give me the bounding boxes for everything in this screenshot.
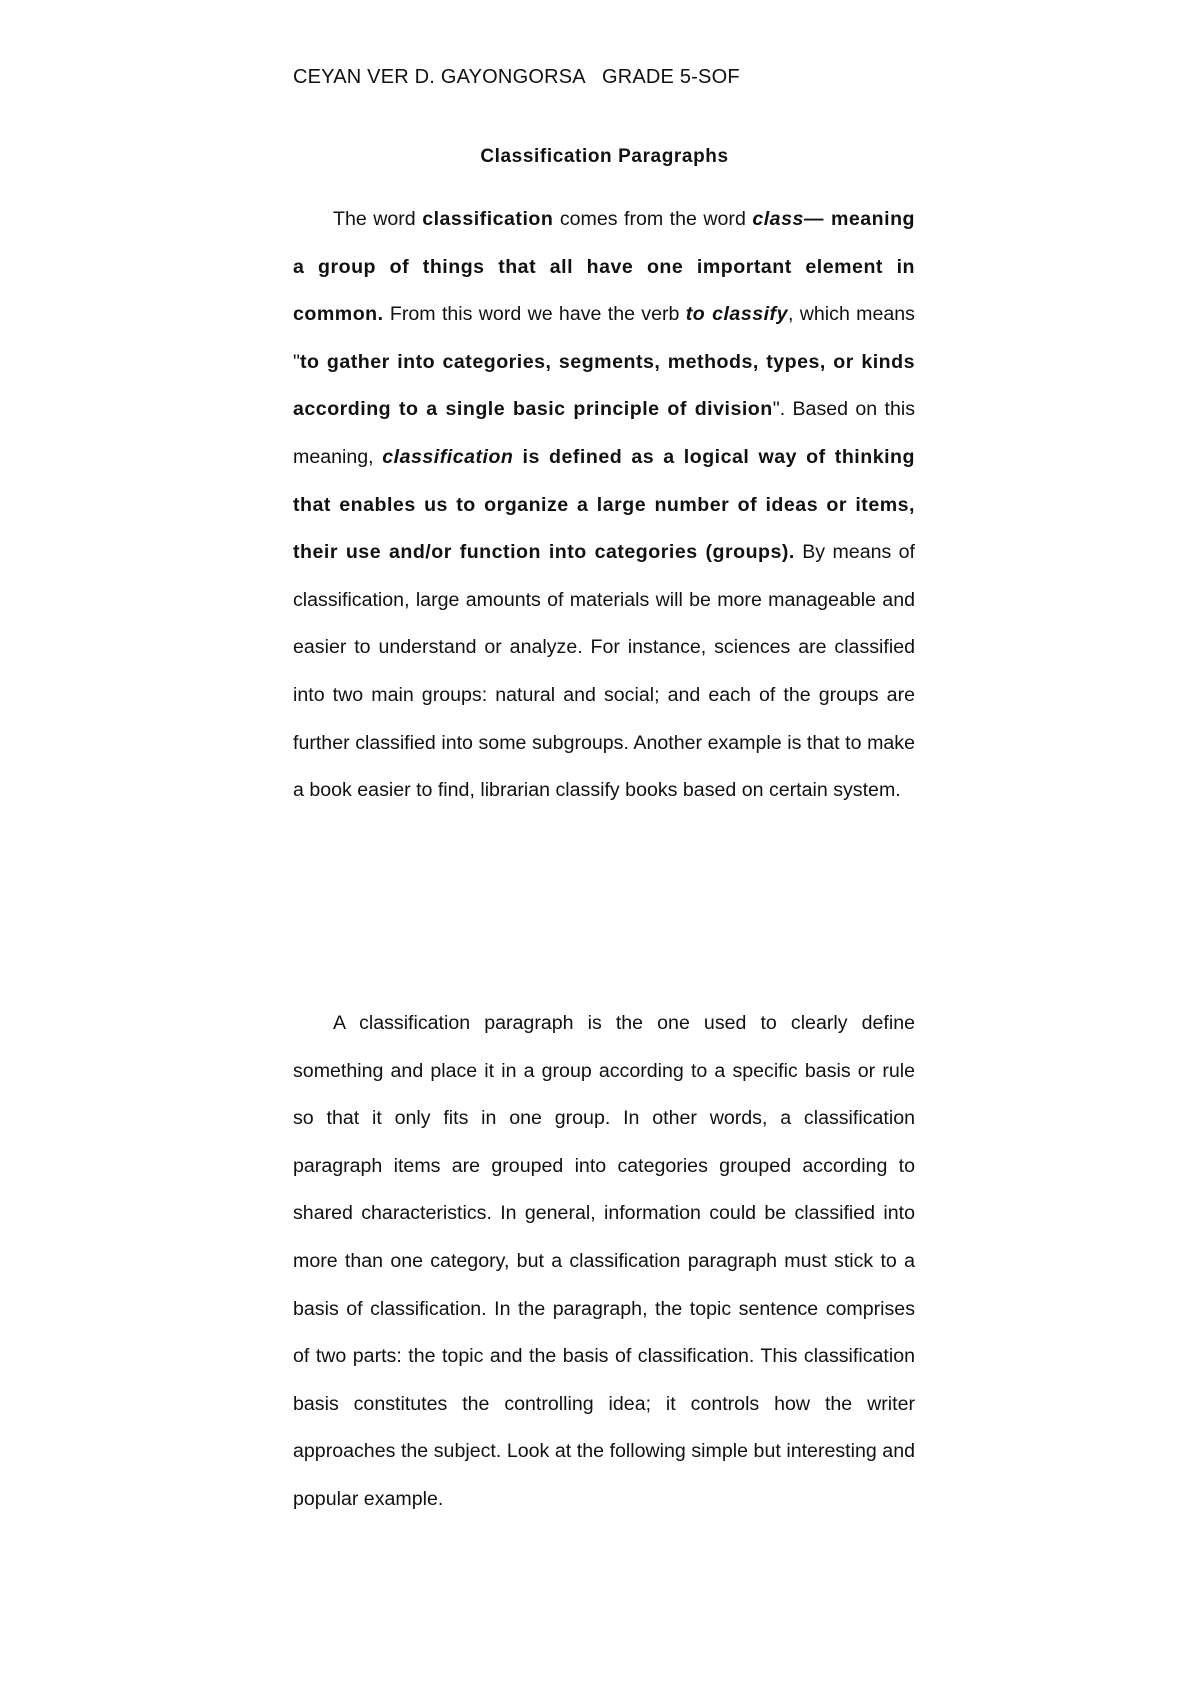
class-definition: — meaning a group of things that all have one important element in common. bbox=[293, 208, 916, 326]
term-to-classify: to classify bbox=[685, 303, 788, 326]
document-title: Classification Paragraphs bbox=[480, 146, 729, 167]
p1-text-10: ". Based on this meaning, bbox=[293, 398, 915, 468]
term-class: class bbox=[752, 208, 804, 230]
term-classification-italic: classification bbox=[382, 445, 514, 468]
p1-text-6: From this word we have the verb bbox=[383, 303, 686, 326]
classification-definition: is defined as a logical way of thinking that enables us to organize a large number of ideas or items, their use and/or function into categories (groups). bbox=[293, 445, 915, 564]
classify-definition: to gather into categories, segments, methods, types, or kinds according to a single basic principle of division bbox=[293, 350, 915, 421]
term-classification: classification bbox=[422, 208, 554, 230]
student-header: CEYAN VER D. GAYONGORSA GRADE 5-SOF bbox=[293, 66, 740, 88]
paragraph-definition bbox=[293, 196, 915, 815]
p1-text-13: By means of classification, large amounts of materials will be more manageable and easier to understand or analyze. For instance, sciences are classified into two main groups: natural and social; and each of the groups are further classified into some subgroups. Another example is that to make a book easier to find, librarian classify books based on certain system. bbox=[293, 541, 915, 802]
paragraph-classification-paragraph: A classification paragraph is the one used to clearly define something and place it in a group according to a specific basis or rule so that it only fits in one group. In other words, a classification paragraph items are grouped into categories grouped according to shared characteristics. In general, information could be classified into more than one category, but a classification paragraph must stick to a basis of classification. In the paragraph, the topic sentence comprises of two parts: the topic and the basis of classification. This classification basis constitutes the controlling idea; it controls how the writer approaches the subject. Look at the following simple but interesting and popular example. bbox=[293, 1012, 915, 1510]
p1-text-8: , which means " bbox=[293, 303, 915, 373]
p1-text-1: The word bbox=[333, 208, 423, 230]
p1-text-3: comes from the word bbox=[553, 208, 753, 230]
